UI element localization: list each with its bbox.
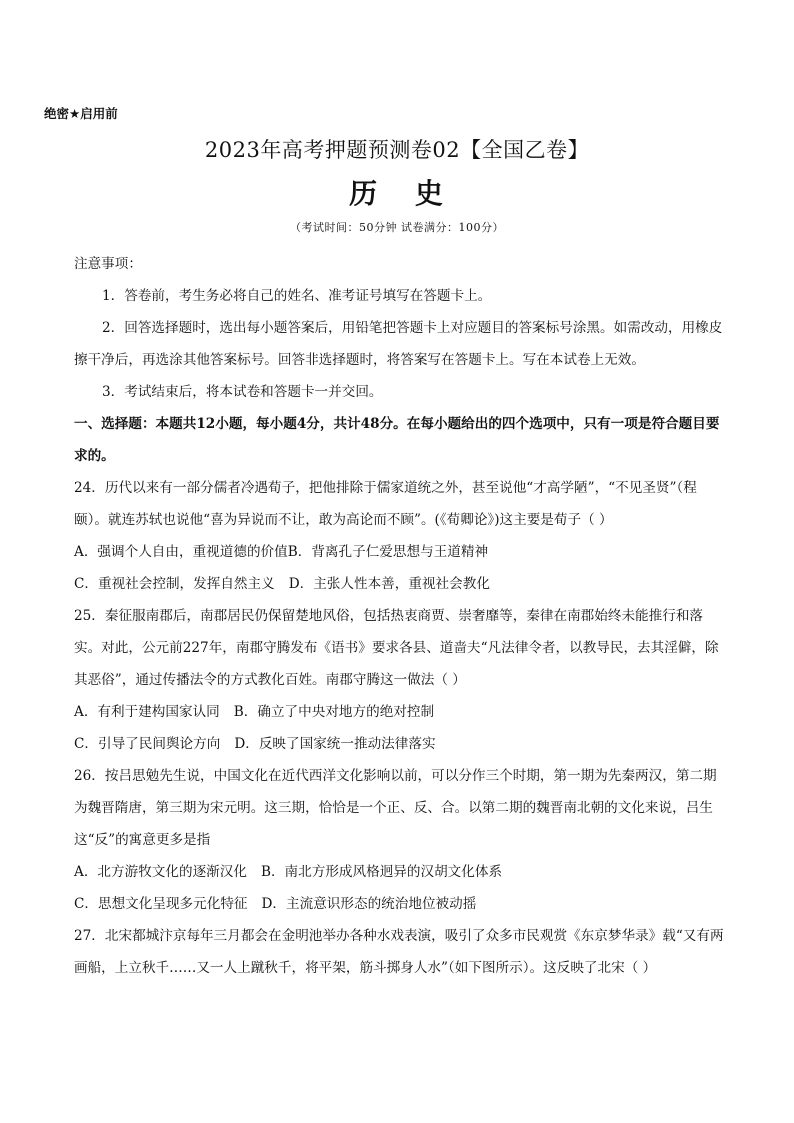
option-c: C．引导了民间舆论方向 <box>74 736 221 752</box>
subject-title: 历 史 <box>349 177 445 210</box>
notice-item: 3．考试结束后，将本试卷和答题卡一并交回。 <box>102 384 383 400</box>
notice-heading: 注意事项： <box>74 256 142 272</box>
question-stem-27: 27．北宋都城汴京每年三月都会在金明池举办各种水戏表演，吸引了众多市民观赏《东京梦华录》载“又有两画船，上立秋千……又一人上蹴秋千，将平架，筋斗掷身人水”（如下图所示）。这反映了北宋（ ） <box>74 928 724 976</box>
option-row <box>74 536 724 568</box>
notice-item: 2．回答选择题时，选出每小题答案后，用铅笔把答题卡上对应题目的答案标号涂黑。如需改动，用橡皮擦干净后，再选涂其他答案标号。回答非选择题时，将答案写在答题卡上。写在本试卷上无效。 <box>74 320 723 368</box>
option-row <box>74 856 724 888</box>
exam-title: 2023年高考押题预测卷02【全国乙卷】 <box>204 138 590 162</box>
exam-body <box>74 248 724 984</box>
option-row <box>74 696 724 728</box>
option-d: D．主张人性本善，重视社会教化 <box>288 576 490 592</box>
option-d: D．反映了国家统一推动法律落实 <box>234 736 436 752</box>
option-b: B．背离孔子仁爱思想与王道精神 <box>287 544 489 560</box>
question-stem-25: 25．秦征服南郡后，南郡居民仍保留楚地风俗，包括热衷商贾、崇奢靡等，秦律在南郡始终未能推行和落实。对此，公元前227年，南郡守腾发布《语书》要求各县、道啬夫“凡法律令者，以教导民，去其淫僻，除其恶俗”，通过传播法令的方式教化百姓。南郡守腾这一做法（ ） <box>74 608 719 688</box>
option-c: C．重视社会控制，发挥自然主义 <box>74 576 275 592</box>
option-a: A．北方游牧文化的逐渐汉化 <box>74 864 247 880</box>
exam-time-info: （考试时间：50分钟 试卷满分：100分） <box>290 221 504 234</box>
notice-item: 1．答卷前，考生务必将自己的姓名、准考证号填写在答题卡上。 <box>102 288 492 304</box>
option-d: D．主流意识形态的统治地位被动摇 <box>261 896 477 912</box>
question-stem-26: 26．按吕思勉先生说，中国文化在近代西洋文化影响以前，可以分作三个时期，第一期为先秦两汉，第二期为魏晋隋唐，第三期为宋元明。这三期，恰恰是一个正、反、合。以第二期的魏晋南北朝的文化来说，吕生这“反”的寓意更多是指 <box>74 768 717 848</box>
option-c: C．思想文化呈现多元化特征 <box>74 896 248 912</box>
option-row <box>74 888 724 920</box>
section-heading: 一、选择题：本题共12小题，每小题4分，共计48分。在每小题给出的四个选项中，只有一项是符合题目要求的。 <box>74 416 720 464</box>
option-a: A．强调个人自由，重视道德的价值 <box>74 544 288 560</box>
option-b: B．确立了中央对地方的绝对控制 <box>233 704 435 720</box>
option-b: B．南北方形成风格迥异的汉胡文化体系 <box>260 864 503 880</box>
question-stem-24: 24．历代以来有一部分儒者冷遇荀子，把他排除于儒家道统之外，甚至说他“才高学陋”，“不见圣贤”（程颐）。就连苏轼也说他“喜为异说而不让，敢为高论而不顾”。(《荀卿论》)这主要是荀子（ ） <box>74 480 697 528</box>
confidential-label: 绝密★启用前 <box>44 106 118 121</box>
option-a: A．有利于建构国家认同 <box>74 704 220 720</box>
option-row <box>74 568 724 600</box>
option-row <box>74 728 724 760</box>
